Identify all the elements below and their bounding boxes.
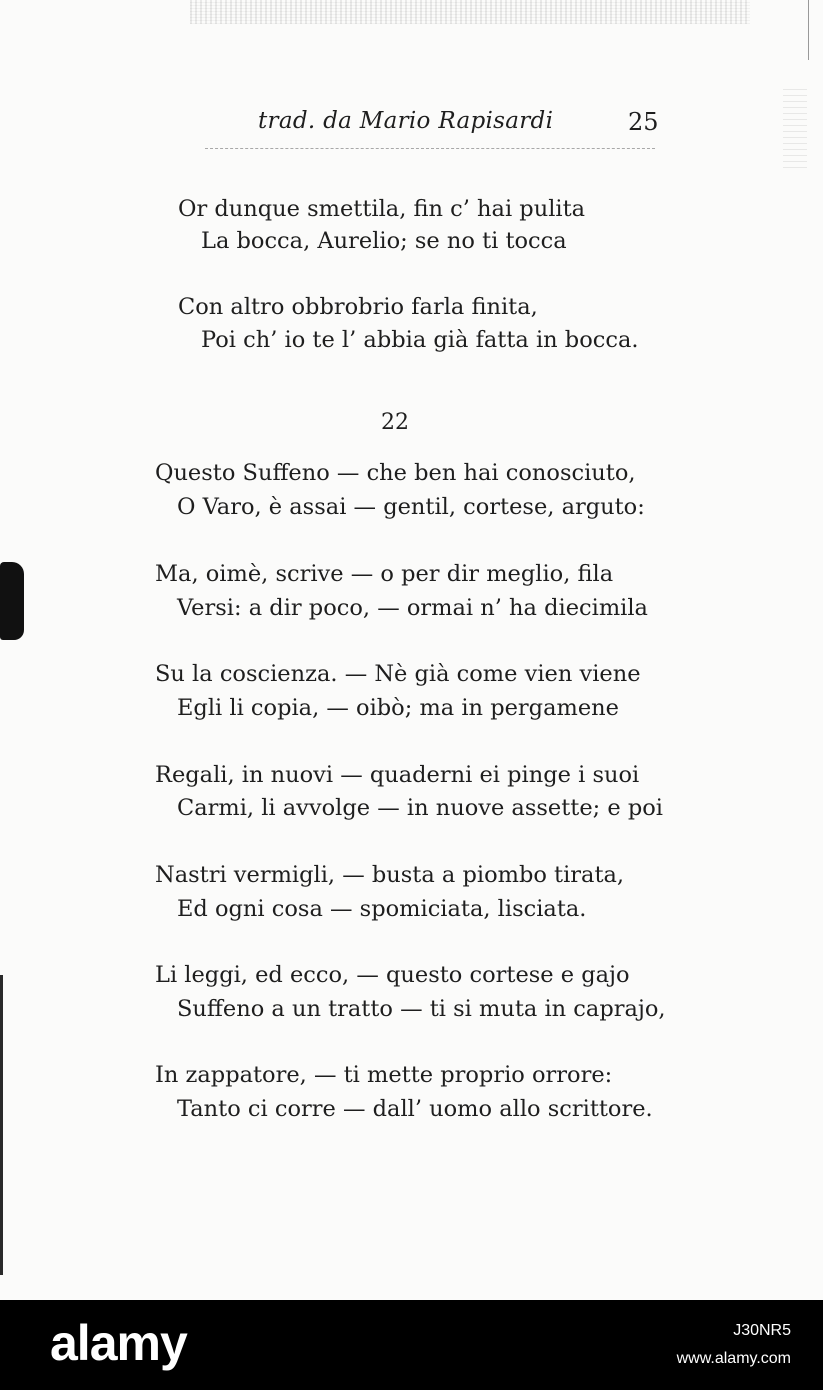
- watermark-logo: alamy: [50, 1315, 187, 1371]
- page-edge-line-right: [808, 0, 809, 60]
- verse-line: Questo Suffeno — che ben hai conosciuto,: [155, 460, 636, 486]
- verse-line: Suffeno a un tratto — ti si muta in caprajo,: [177, 996, 666, 1022]
- verse-line: Nastri vermigli, — busta a piombo tirata,: [155, 862, 625, 888]
- verse-line: Ma, oimè, scrive — o per dir meglio, fila: [155, 561, 614, 587]
- verse-line: La bocca, Aurelio; se no ti tocca: [201, 228, 567, 254]
- site-url: www.alamy.com: [676, 1350, 791, 1367]
- verse-line: Versi: a dir poco, — ormai n’ ha diecimila: [177, 595, 648, 621]
- verse-line: Tanto ci corre — dall’ uomo allo scrittore.: [177, 1096, 653, 1122]
- scan-noise-right: [783, 88, 807, 168]
- verse-line: Carmi, li avvolge — in nuove assette; e poi: [177, 795, 663, 821]
- verse-line: Con altro obbrobrio farla finita,: [178, 294, 538, 320]
- verse-line: Egli li copia, — oibò; ma in pergamene: [177, 695, 619, 721]
- ink-blot: [0, 562, 24, 640]
- page-edge-line: [0, 975, 3, 1275]
- running-header: trad. da Mario Rapisardi: [258, 108, 554, 134]
- poem-number: 22: [381, 410, 409, 435]
- header-rule: [205, 148, 655, 149]
- verse-line: Li leggi, ed ecco, — questo cortese e gajo: [155, 962, 630, 988]
- verse-line: O Varo, è assai — gentil, cortese, arguto:: [177, 494, 645, 520]
- image-id: J30NR5: [733, 1322, 791, 1339]
- verse-line: Or dunque smettila, fin c’ hai pulita: [178, 196, 586, 222]
- scan-noise-top: [190, 0, 750, 24]
- verse-line: Ed ogni cosa — spomiciata, lisciata.: [177, 896, 587, 922]
- page-number: 25: [628, 108, 659, 136]
- verse-line: In zappatore, — ti mette proprio orrore:: [155, 1062, 613, 1088]
- verse-line: Su la coscienza. — Nè già come vien viene: [155, 661, 641, 687]
- verse-line: Regali, in nuovi — quaderni ei pinge i suoi: [155, 762, 640, 788]
- verse-line: Poi ch’ io te l’ abbia già fatta in bocca.: [201, 327, 639, 353]
